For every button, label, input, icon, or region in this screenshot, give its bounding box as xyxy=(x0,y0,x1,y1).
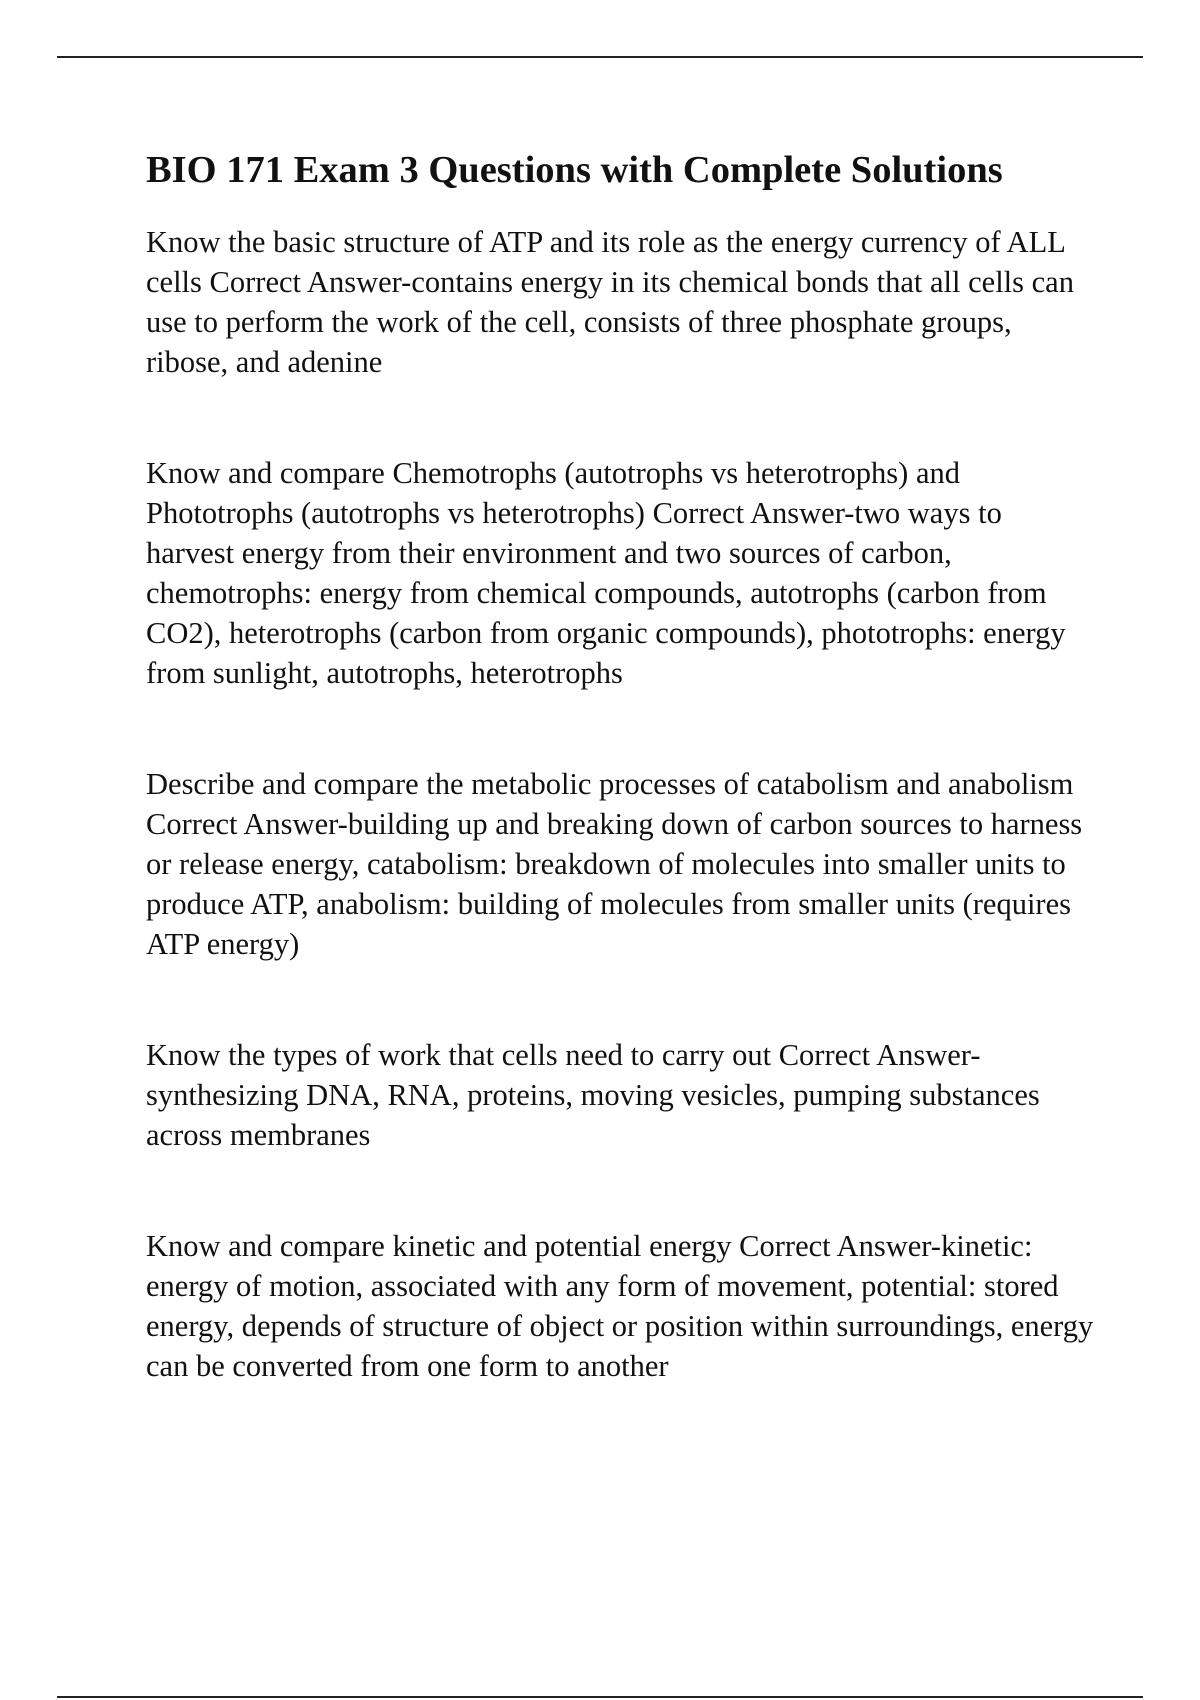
question-text: Know and compare Chemotrophs (autotrophs vs heterotrophs) and Phototrophs (autotrophs vs heterotrophs) xyxy=(146,456,960,530)
question-text: Describe and compare the metabolic processes of catabolism and anabolism xyxy=(146,767,1074,801)
answer-marker: Correct Answer- xyxy=(739,1229,941,1263)
question-text: Know the types of work that cells need to carry out xyxy=(146,1038,772,1072)
answer-text: contains energy in its chemical bonds that all cells can use to perform the work of the cell, consists of three phosphate groups, ribose, and adenine xyxy=(146,265,1074,379)
answer-text: building up and breaking down of carbon sources to harness or release energy, catabolism: breakdown of molecules into smaller units to produce ATP, anabolism: building of molecules from smaller units (requires ATP energy) xyxy=(146,807,1083,961)
question-text: Know the basic structure of ATP and its role as the energy currency of ALL cells xyxy=(146,225,1065,299)
bottom-divider xyxy=(57,1696,1143,1698)
answer-text: two ways to harvest energy from their environment and two sources of carbon, chemotrophs: energy from chemical compounds, autotrophs (carbon from CO2), heterotrophs (carbon from organic compounds), phototrophs: energy from sunlight, autotrophs, heterotrophs xyxy=(146,496,1066,690)
qa-item xyxy=(146,453,1096,693)
answer-text: synthesizing DNA, RNA, proteins, moving vesicles, pumping substances across membranes xyxy=(146,1078,1040,1152)
qa-item xyxy=(146,1226,1096,1386)
top-divider xyxy=(57,56,1143,58)
document-body xyxy=(146,140,1096,1457)
page-title: BIO 171 Exam 3 Questions with Complete Solutions xyxy=(146,149,1003,191)
qa-item xyxy=(146,764,1096,964)
answer-marker: Correct Answer- xyxy=(652,496,855,530)
answer-marker: Correct Answer- xyxy=(209,265,412,299)
question-text: Know and compare kinetic and potential energy xyxy=(146,1229,732,1263)
qa-item xyxy=(146,1035,1096,1155)
answer-marker: Correct Answer- xyxy=(146,807,348,841)
answer-marker: Correct Answer- xyxy=(778,1038,981,1072)
qa-item xyxy=(146,222,1096,382)
answer-text: kinetic: energy of motion, associated with any form of movement, potential: stored energy, depends of structure of object or position within surroundings, energy can be converted from one form to another xyxy=(146,1229,1094,1383)
